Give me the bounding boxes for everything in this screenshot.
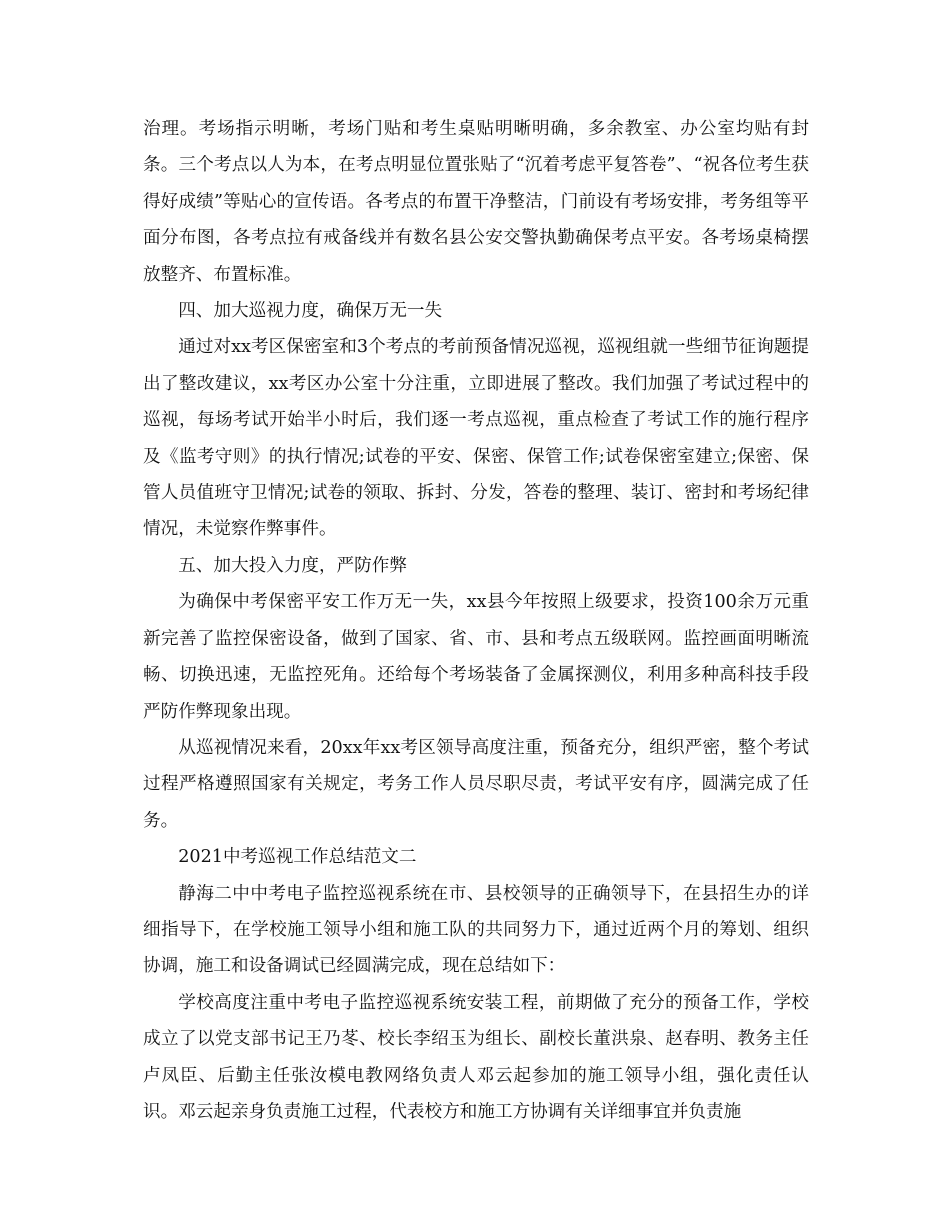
document-body: [143, 111, 809, 1130]
paragraph-investment: 为确保中考保密平安工作万无一失，xx县今年按照上级要求，投资100余万元重新完善了监控保密设备，做到了国家、省、市、县和考点五级联网。监控画面明晰流畅、切换迅速，无监控死角。还给每个考场装备了金属探测仪，利用多种高科技手段严防作弊现象出现。: [143, 592, 809, 722]
section-heading-4: 四、加大巡视力度，确保万无一失: [178, 301, 443, 322]
paragraph-jinghai-intro: 静海二中中考电子监控巡视系统在市、县校领导的正确领导下，在县招生办的详细指导下，在学校施工领导小组和施工队的共同努力下，通过近两个月的筹划、组织协调，施工和设备调试已经圆满完成，现在总结如下：: [143, 883, 809, 977]
paragraph-school-preparation: 学校高度注重中考电子监控巡视系统安装工程，前期做了充分的预备工作，学校成立了以党支部书记王乃苳、校长李绍玉为组长、副校长董洪泉、赵春明、教务主任卢凤臣、后勤主任张汝模电教网络负责人邓云起参加的施工领导小组，强化责任认识。邓云起亲身负责施工过程，代表校方和施工方协调有关详细事宜并负责施: [143, 992, 809, 1122]
paragraph-conclusion: 从巡视情况来看，20xx年xx考区领导高度注重，预备充分，组织严密，整个考试过程严格遵照国家有关规定，考务工作人员尽职尽责，考试平安有序，圆满完成了任务。: [143, 737, 809, 831]
section-heading-5: 五、加大投入力度，严防作弊: [178, 555, 407, 576]
paragraph-inspection: 通过对xx考区保密室和3个考点的考前预备情况巡视，巡视组就一些细节征询题提出了整改建议，xx考区办公室十分注重，立即进展了整改。我们加强了考试过程中的巡视，每场考试开始半小时后，我们逐一考点巡视，重点检查了考试工作的施行程序及《监考守则》的执行情况;试卷的平安、保密、保管工作;试卷保密室建立;保密、保管人员值班守卫情况;试卷的领取、拆封、分发，答卷的整理、装订、密封和考场纪律情况，未觉察作弊事件。: [143, 337, 809, 540]
heading-sample-two: 2021中考巡视工作总结范文二: [178, 847, 417, 868]
paragraph-exam-site-governance: 治理。考场指示明晰，考场门贴和考生桌贴明晰明确，多余教室、办公室均贴有封条。三个考点以人为本，在考点明显位置张贴了“沉着考虑平复答卷”、“祝各位考生获得好成绩”等贴心的宣传语。各考点的布置干净整洁，门前设有考场安排，考务组等平面分布图，各考点拉有戒备线并有数名县公安交警执勤确保考点平安。各考场桌椅摆放整齐、布置标准。: [143, 119, 809, 285]
